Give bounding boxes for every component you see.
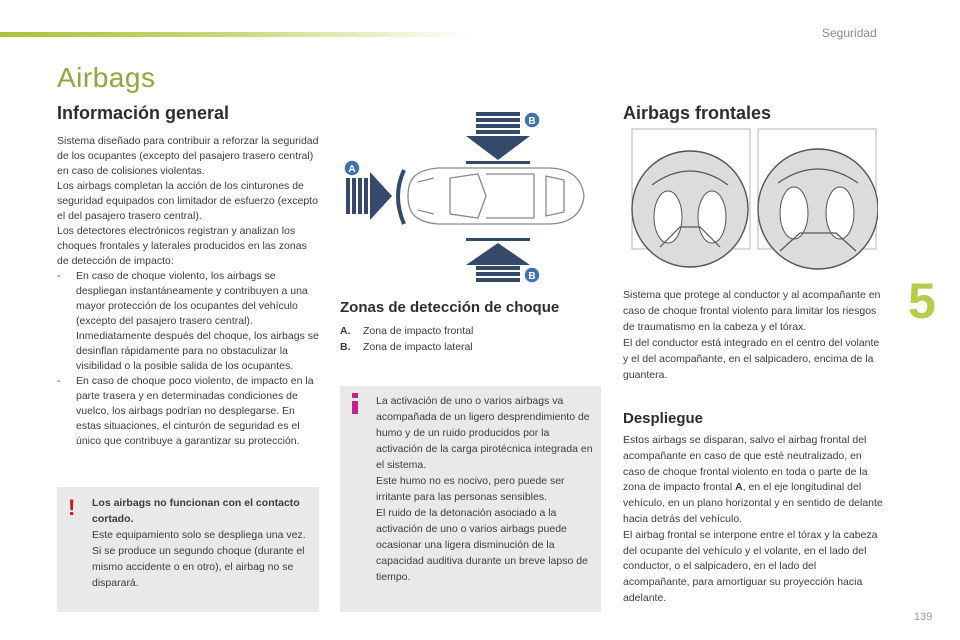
zone-key: A. [340,325,351,337]
despliegue-text-pre: Estos airbags se disparan, salvo el airbag frontal del acompañante en caso de que esté neutralizado, en caso de choque frontal violento en toda o parte de la zona de impacto frontal [623,434,868,494]
zone-text: Zona de impacto frontal [363,325,474,337]
warning-box [57,487,319,612]
paragraph [623,433,885,528]
info-icon [352,393,358,415]
despliegue-body [623,433,885,607]
badge-a-icon [344,160,360,176]
info-box [340,386,601,612]
despliegue-title: Despliegue [623,410,704,427]
page-number: 139 [914,611,933,623]
header-accent-bar [0,32,470,37]
badge-b-bottom-icon [524,267,540,283]
zone-text: Zona de impacto lateral [363,341,473,353]
paragraph: Sistema que protege al conductor y al acompañante en caso de choque frontal violento para limitar los riesgos de traumatismo en la cabeza y el tórax. [623,289,881,333]
paragraph: Sistema diseñado para contribuir a reforzar la seguridad de los ocupantes (excepto del pasajero trasero central) en caso de colisiones violentas. [57,135,319,177]
warning-bold-text: Los airbags no funcionan con el contacto cortado. [92,497,300,525]
bullet-text: En caso de choque violento, los airbags se despliegan instantáneamente y contribuyen a una mayor protección de los ocupantes del vehículo (excepto del pasajero trasero central). Inmediatamente después del choque, los airbags se desinflan rápidamente para no obstaculizar la visibilidad o la posible salida de los ocupantes. [76,270,319,372]
info-general-body [57,134,319,449]
info-general-title: Información general [57,103,230,123]
paragraph: El airbag frontal se interpone entre el tórax y la cabeza del ocupante del vehículo y el volante, en el lado del conductor, o el salpicadero, en el lado del acompañante, para amortiguar su proyección hacia adelante. [623,528,878,604]
info-general-section [57,103,319,449]
bullet-marker: - [57,270,61,282]
top-arrow [466,112,530,164]
zone-key: B. [340,341,351,353]
warning-text [92,495,312,591]
paragraph: El ruido de la detonación asociado a la activación de uno o varios airbags puede ocasionar una ligera disminución de la capacidad auditiva durante un breve lapso de tiempo. [376,507,588,583]
zones-title: Zonas de detección de choque [340,299,560,316]
driver-airbag-panel [632,129,750,267]
front-arrow [346,170,404,224]
frontales-title: Airbags frontales [623,103,772,123]
frontal-airbags-illustration [630,127,878,282]
zone-a-key: A [735,481,743,494]
warning-icon: ! [68,495,76,520]
paragraph: Los detectores electrónicos registran y analizan los choques frontales y laterales producidos en las zonas de detección de impacto: [57,225,307,267]
list-item [340,339,473,355]
list-item [340,323,473,339]
passenger-airbag-panel [758,129,878,269]
zones-list [340,323,473,355]
section-label: Seguridad [822,26,877,40]
despliegue-text-post: , en el eje longitudinal del vehículo, en un plano horizontal y en sentido de delante hacia detrás del vehículo. [623,481,883,525]
paragraph: El del conductor está integrado en el centro del volante y el del acompañante, en el salpicadero, encima de la guantera. [623,337,880,381]
impact-zones-diagram [338,108,600,288]
info-text [376,393,598,585]
paragraph: Los airbags completan la acción de los cinturones de seguridad equipados con limitador de esfuerzo (excepto el del pasajero trasero central). [57,180,318,222]
badge-a-label: A [348,164,356,175]
chapter-number: 5 [908,273,936,329]
bullet-marker: - [57,375,61,387]
bottom-arrow [466,238,530,282]
warning-body-text: Este equipamiento solo se despliega una vez. Si se produce un segundo choque (durante el mismo accidente o en otro), el airbag no se disparará. [92,529,306,589]
frontales-body [623,287,885,383]
badge-b-top-icon [524,112,540,128]
paragraph: La activación de uno o varios airbags va acompañada de un ligero desprendimiento de humo y de un ruido producidos por la activación de la carga pirotécnica integrada en el sistema. [376,395,593,471]
car-top-view [408,168,584,224]
paragraph: Este humo no es nocivo, pero puede ser irritante para las personas sensibles. [376,475,565,503]
page-title: Airbags [57,62,156,93]
badge-b-label: B [528,271,536,282]
list-item [57,269,319,374]
list-item [57,374,319,449]
bullet-text: En caso de choque poco violento, de impacto en la parte trasera y en determinadas condiciones de vuelco, los airbags podrían no desplegarse. En estas situaciones, el cinturón de seguridad es el único que contribuye a garantizar su protección. [76,375,314,447]
badge-b-label: B [528,116,536,127]
